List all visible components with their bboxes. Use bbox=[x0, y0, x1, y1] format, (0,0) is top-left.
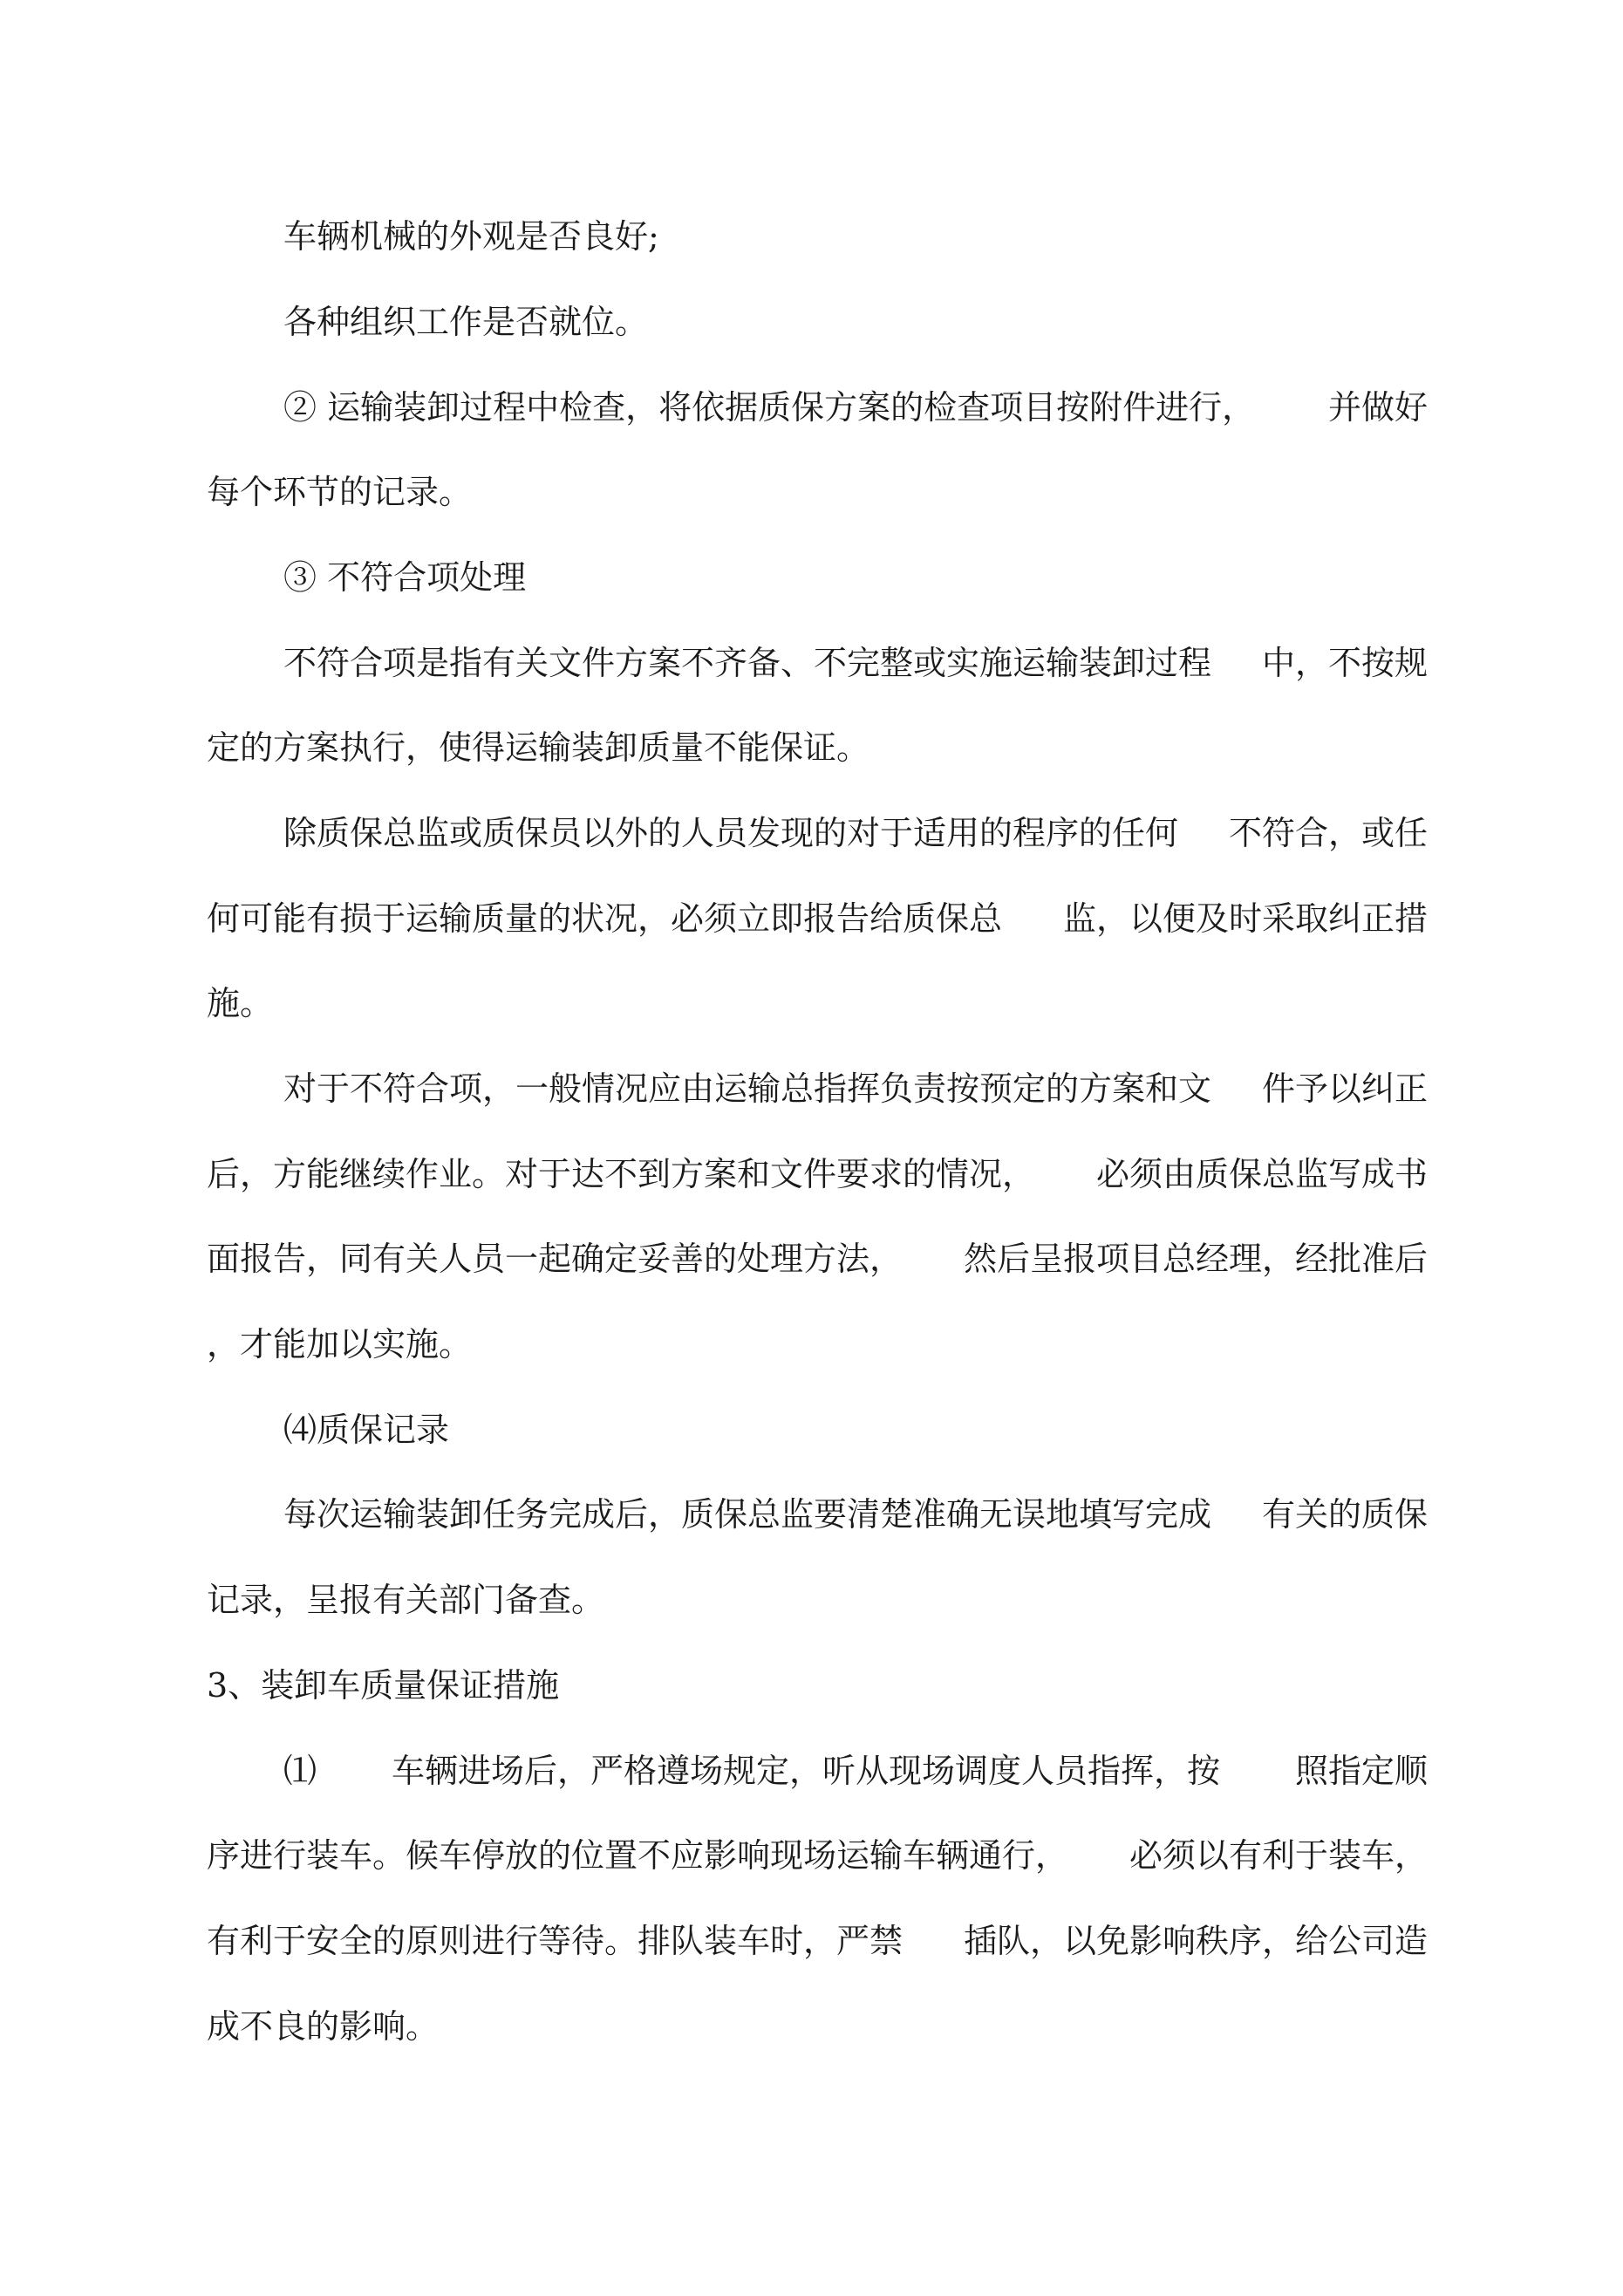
paragraph-line bbox=[283, 814, 1428, 857]
line-segment: 车辆进场后，严格遵场规定，听从现场调度人员指挥，按 bbox=[391, 1752, 1220, 1790]
line-segment: ② 运输装卸过程中检查，将依据质保方案的检查项目按附件进行， bbox=[283, 388, 1256, 427]
line-segment: 件予以纠正 bbox=[1261, 1069, 1428, 1108]
paragraph-line: ，才能加以实施。 bbox=[207, 1325, 473, 1363]
line-segment: 然后呈报项目总经理，经批准后 bbox=[963, 1240, 1428, 1278]
paragraph-line: 记录，呈报有关部门备查。 bbox=[207, 1581, 605, 1619]
line-segment: 照指定顺 bbox=[1294, 1752, 1428, 1790]
paragraph-line: 定的方案执行，使得运输装卸质量不能保证。 bbox=[207, 728, 870, 767]
section-heading: ⑷质保记录 bbox=[283, 1411, 450, 1449]
line-segment: 必须以有利于装车， bbox=[1129, 1836, 1428, 1875]
paragraph-line bbox=[283, 646, 1428, 687]
line-segment: 对于不符合项，一般情况应由运输总指挥负责按预定的方案和文 bbox=[283, 1069, 1212, 1108]
paragraph-line: 各种组织工作是否就位。 bbox=[283, 303, 649, 341]
paragraph-line bbox=[283, 1754, 1428, 1794]
line-segment: 何可能有损于运输质量的状况，必须立即报告给质保总 bbox=[207, 899, 1003, 938]
line-segment: 有关的质保 bbox=[1261, 1495, 1428, 1534]
line-segment: 插队，以免影响秩序，给公司造 bbox=[963, 1922, 1428, 1960]
line-segment: ⑴ bbox=[283, 1752, 317, 1790]
paragraph-line bbox=[207, 1836, 1428, 1879]
paragraph-line bbox=[207, 1242, 1428, 1282]
section-heading: 3、装卸车质量保证措施 bbox=[207, 1666, 560, 1705]
line-segment: 不符合，或任 bbox=[1228, 814, 1428, 852]
paragraph-line bbox=[283, 1069, 1428, 1112]
paragraph-line bbox=[207, 1155, 1428, 1198]
line-segment: 序进行装车。候车停放的位置不应影响现场运输车辆通行， bbox=[207, 1836, 1069, 1875]
paragraph-line: 施。 bbox=[207, 984, 274, 1022]
line-segment: 除质保总监或质保员以外的人员发现的对于适用的程序的任何 bbox=[283, 814, 1179, 852]
section-heading: ③ 不符合项处理 bbox=[283, 558, 527, 597]
paragraph-line bbox=[283, 388, 1428, 431]
paragraph-line: 车辆机械的外观是否良好; bbox=[283, 217, 659, 256]
line-segment: 每次运输装卸任务完成后，质保总监要清楚准确无误地填写完成 bbox=[283, 1495, 1212, 1534]
line-segment: 中，不按规 bbox=[1261, 644, 1428, 682]
line-segment: 必须由质保总监写成书 bbox=[1095, 1155, 1428, 1193]
line-segment: 面报告，同有关人员一起确定妥善的处理方法， bbox=[207, 1240, 904, 1278]
paragraph-line: 每个环节的记录。 bbox=[207, 473, 473, 511]
line-segment: 监，以便及时采取纠正措 bbox=[1062, 899, 1428, 938]
line-segment: 不符合项是指有关文件方案不齐备、不完整或实施运输装卸过程 bbox=[283, 644, 1212, 682]
paragraph-line bbox=[207, 899, 1428, 942]
paragraph-line bbox=[283, 1495, 1428, 1538]
line-segment: 后，方能继续作业。对于达不到方案和文件要求的情况， bbox=[207, 1155, 1036, 1193]
line-segment: 并做好 bbox=[1327, 388, 1428, 427]
paragraph-line bbox=[207, 1924, 1428, 1965]
line-segment: 有利于安全的原则进行等待。排队装车时，严禁 bbox=[207, 1922, 904, 1960]
paragraph-line: 成不良的影响。 bbox=[207, 2007, 440, 2046]
